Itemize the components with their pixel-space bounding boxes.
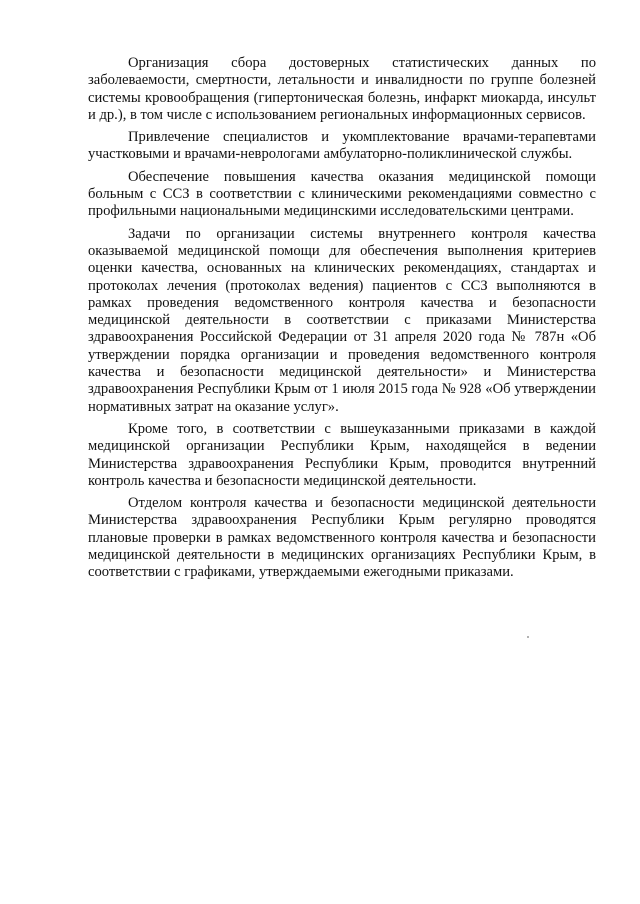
document-body <box>88 55 596 587</box>
paragraph-statistics: Организация сбора достоверных статистических данных по заболеваемости, смертности, летальности и инвалидности по группе болезней системы кровообращения (гипертоническая болезнь, инфаркт миокарда, инсульт и др.), в том числе с использованием региональных информационных сервисов. <box>88 55 596 123</box>
paragraph-internal-control-organizations: Кроме того, в соответствии с вышеуказанными приказами в каждой медицинской организации Республики Крым, находящейся в ведении Министерства здравоохранения Республики Крым, проводится внутренний контроль качества и безопасности медицинской деятельности. <box>88 420 596 489</box>
paragraph-staffing: Привлечение специалистов и укомплектование врачами-терапевтами участковыми и врачами-неврологами амбулаторно-поликлинической службы. <box>88 129 596 163</box>
paragraph-planned-inspections: Отделом контроля качества и безопасности медицинской деятельности Министерства здравоохранения Республики Крым регулярно проводятся плановые проверки в рамках ведомственного контроля качества и безопасности медицинской деятельности в медицинских организациях Республики Крым, в соответствии с графиками, утверждаемыми ежегодными приказами. <box>88 495 596 581</box>
scan-speck <box>527 636 529 638</box>
paragraph-quality-care: Обеспечение повышения качества оказания медицинской помощи больным с ССЗ в соответствии с клиническими рекомендациями совместно с профильными национальными медицинскими исследовательскими центрами. <box>88 168 596 220</box>
paragraph-internal-control-tasks: Задачи по организации системы внутреннего контроля качества оказываемой медицинской помощи для обеспечения выполнения критериев оценки качества, основанных на клинических рекомендациях, стандартах и протоколах лечения (протоколах ведения) пациентов с ССЗ выполняются в рамках проведения ведомственного контроля качества и безопасности медицинской деятельности в соответствии с приказами Министерства здравоохранения Российской Федерации от 31 апреля 2020 года № 787н «Об утверждении порядка организации и проведения ведомственного контроля качества и безопасности медицинской деятельности» и Министерства здравоохранения Республики Крым от 1 июля 2015 года № 928 «Об утверждении нормативных затрат на оказание услуг». <box>88 225 596 415</box>
